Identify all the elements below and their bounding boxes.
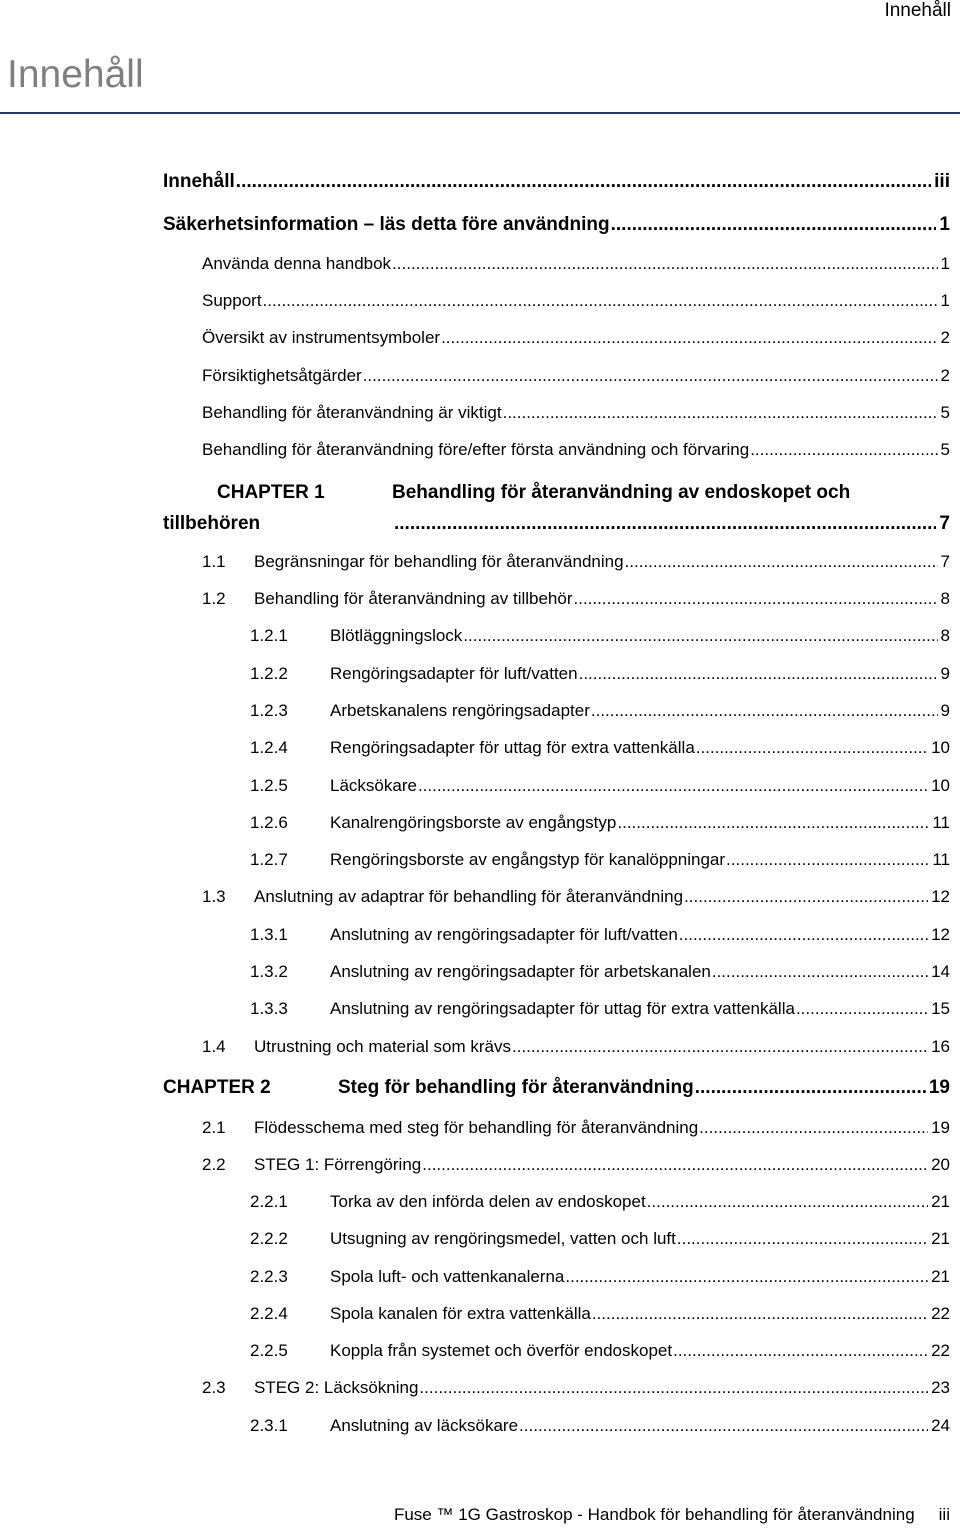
toc-entry-text: Innehåll [163,171,235,192]
toc-entry-text: Arbetskanalens rengöringsadapter [330,701,590,720]
toc-entry[interactable] [202,403,950,423]
toc-leader [611,214,937,236]
toc-entry-text: STEG 2: Läcksökning [254,1378,419,1397]
toc-leader [565,1267,928,1287]
toc-entry-number: 1.2.6 [250,813,288,832]
toc-chapter-1-continuation[interactable] [163,513,950,535]
toc-entry-number: 1.4 [202,1037,226,1056]
toc-entry[interactable] [250,1267,950,1287]
toc-entry-page: 5 [940,403,950,422]
toc-entry-page: 2 [940,328,950,347]
toc-leader [503,403,938,423]
toc-entry-page: 2 [940,366,950,385]
toc-entry[interactable] [250,1416,950,1436]
toc-entry[interactable] [202,1037,950,1057]
toc-leader [419,1378,928,1398]
toc-entry-page: 11 [932,813,950,832]
toc-entry-text: Support [202,291,262,310]
toc-entry-text: Anslutning av rengöringsadapter för luft/vatten [330,925,678,944]
header-rule [0,112,960,114]
toc-entry-text: Säkerhetsinformation – läs detta före användning [163,214,610,235]
toc-entry-number: 2.2.3 [250,1267,288,1286]
toc-entry-number: 1.1 [202,552,226,571]
toc-leader [422,1155,928,1175]
toc-entry-number: 1.2.1 [250,626,288,645]
toc-entry[interactable] [202,366,950,386]
toc-entry-text: Kanalrengöringsborste av engångstyp [330,813,617,832]
toc-entry-page: 12 [931,925,950,944]
toc-leader [263,291,938,311]
toc-leader [617,813,929,833]
toc-entry-text: Torka av den införda delen av endoskopet [330,1192,646,1211]
toc-leader [512,1037,928,1057]
toc-leader [463,626,937,646]
toc-entry[interactable] [250,1341,950,1361]
toc-entry[interactable] [202,440,950,460]
toc-chapter-title-continued: tillbehören [163,513,261,534]
toc-leader [684,887,928,907]
toc-leader [519,1416,928,1436]
toc-entry-page: 5 [940,440,950,459]
toc-entry-page: 10 [931,738,950,757]
toc-entry-page: 7 [939,513,950,534]
toc-entry-number: 1.2.2 [250,664,288,683]
toc-entry-page: 9 [940,701,950,720]
toc-leader [591,701,938,721]
toc-entry[interactable] [202,254,950,274]
toc-leader [647,1192,928,1212]
toc-entry-number: 1.2 [202,589,226,608]
toc-entry[interactable] [250,962,950,982]
toc-entry-page: 1 [939,214,950,235]
toc-chapter-title: Steg för behandling för återanvändning [338,1077,694,1098]
toc-entry-text: Behandling för återanvändning före/efter första användning och förvaring [202,440,750,459]
toc-leader [394,513,936,535]
toc-entry-number: 1.3.1 [250,925,288,944]
toc-entry[interactable] [202,291,950,311]
toc-entry-text: Använda denna handbok [202,254,392,273]
toc-entry-page: 10 [931,776,950,795]
toc-entry[interactable] [202,1155,950,1175]
toc-entry-page: 21 [931,1267,950,1286]
toc-entry-number: 2.2.1 [250,1192,288,1211]
toc-entry[interactable] [202,328,950,348]
toc-entry-number: 1.3.3 [250,999,288,1018]
toc-entry-text: Spola kanalen för extra vattenkälla [330,1304,591,1323]
toc-entry-page: 11 [932,850,950,869]
toc-entry-text: Anslutning av rengöringsadapter för uttag för extra vattenkälla [330,999,795,1018]
toc-entry-text: Rengöringsadapter för uttag för extra vattenkälla [330,738,695,757]
toc-entry[interactable] [250,1304,950,1324]
running-header: Innehåll [884,0,951,21]
toc-entry-text: Anslutning av läcksökare [330,1416,519,1435]
toc-leader [592,1304,928,1324]
toc-entry-page: 22 [931,1341,950,1360]
toc-entry-number: 1.3.2 [250,962,288,981]
toc-leader [441,328,937,348]
toc-leader [418,776,928,796]
toc-entry-innehall[interactable] [163,171,950,193]
toc-entry-page: 14 [931,962,950,981]
toc-entry-page: 19 [928,1077,950,1098]
toc-entry-page: 15 [931,999,950,1018]
toc-entry-text: Rengöringsadapter för luft/vatten [330,664,578,683]
toc-entry-number: 2.2.4 [250,1304,288,1323]
toc-leader [695,1077,926,1099]
toc-entry-text: Rengöringsborste av engångstyp för kanalöppningar [330,850,726,869]
toc-entry-text: Anslutning av adaptrar för behandling för återanvändning [254,887,684,906]
toc-entry[interactable] [250,925,950,945]
toc-entry-number: 1.3 [202,887,226,906]
toc-entry[interactable] [250,776,950,796]
toc-entry-number: 2.3 [202,1378,226,1397]
toc-entry[interactable] [250,1229,950,1249]
toc-entry-text: Försiktighetsåtgärder [202,366,362,385]
toc-entry-page: 1 [940,291,950,310]
toc-entry-text: Behandling för återanvändning är viktigt [202,403,502,422]
toc-entry-page: 20 [931,1155,950,1174]
toc-entry-sakerhetsinformation[interactable] [163,214,950,236]
toc-entry-page: 23 [931,1378,950,1397]
toc-leader [696,738,928,758]
footer-title: Fuse ™ 1G Gastroskop - Handbok för behandling för återanvändning [393,1505,915,1524]
toc-entry-page: 21 [931,1192,950,1211]
toc-chapter-2-heading[interactable] [163,1077,950,1099]
toc-leader [625,552,938,572]
toc-entry-text: Läcksökare [330,776,417,795]
toc-entry-number: 2.1 [202,1118,226,1137]
toc-chapter-title: Behandling för återanvändning av endoskopet och [392,482,851,503]
toc-entry-number: 2.3.1 [250,1416,288,1435]
toc-entry[interactable] [202,589,950,609]
toc-chapter-1-heading[interactable] [217,482,850,504]
toc-entry-page: 9 [940,664,950,683]
toc-entry-page: 21 [931,1229,950,1248]
toc-chapter-number: CHAPTER 2 [163,1077,271,1098]
toc-entry-page: 8 [940,589,950,608]
toc-leader [750,440,937,460]
toc-entry-text: Flödesschema med steg för behandling för återanvändning [254,1118,699,1137]
toc-entry[interactable] [250,626,950,646]
toc-entry-page: 19 [931,1118,950,1137]
toc-entry-text: Koppla från systemet och överför endoskopet [330,1341,673,1360]
toc-entry[interactable] [250,999,950,1019]
toc-entry-page: 7 [940,552,950,571]
toc-entry-page: 16 [931,1037,950,1056]
toc-leader [712,962,928,982]
toc-entry-text: Översikt av instrumentsymboler [202,328,441,347]
footer-page-number: iii [938,1505,950,1524]
toc-entry[interactable] [250,664,950,684]
toc-entry-number: 2.2.5 [250,1341,288,1360]
toc-entry-page: 24 [931,1416,950,1435]
toc-entry-page: 1 [940,254,950,273]
toc-entry-text: Utsugning av rengöringsmedel, vatten och luft [330,1229,676,1248]
page-footer [394,1505,950,1525]
toc-entry-text: Utrustning och material som krävs [254,1037,511,1056]
toc-entry[interactable] [250,701,950,721]
toc-entry-page: 22 [931,1304,950,1323]
toc-leader [699,1118,928,1138]
toc-chapter-number: CHAPTER 1 [217,482,325,503]
toc-entry-number: 1.2.7 [250,850,288,869]
toc-entry-page: 12 [931,887,950,906]
toc-entry[interactable] [250,1192,950,1212]
toc-entry-text: Anslutning av rengöringsadapter för arbetskanalen [330,962,711,981]
toc-entry-number: 2.2.2 [250,1229,288,1248]
toc-entry-text: Behandling för återanvändning av tillbehör [254,589,573,608]
toc-entry-page: iii [934,171,950,192]
toc-entry-text: Spola luft- och vattenkanalerna [330,1267,565,1286]
toc-leader [236,171,931,193]
toc-entry[interactable] [250,850,950,870]
toc-leader [726,850,929,870]
toc-entry-number: 1.2.4 [250,738,288,757]
toc-leader [673,1341,928,1361]
toc-entry[interactable] [250,738,950,758]
toc-leader [574,589,938,609]
toc-entry-number: 2.2 [202,1155,226,1174]
toc-leader [392,254,937,274]
toc-entry-text: Blötläggningslock [330,626,463,645]
toc-entry[interactable] [202,887,950,907]
toc-leader [796,999,928,1019]
toc-leader [579,664,938,684]
page-title: Innehåll [7,53,144,96]
toc-entry-page: 8 [940,626,950,645]
toc-entry-text: Begränsningar för behandling för återanvändning [254,552,624,571]
toc-leader [677,1229,928,1249]
toc-entry-number: 1.2.5 [250,776,288,795]
toc-entry-text: STEG 1: Förrengöring [254,1155,422,1174]
toc-entry[interactable] [250,813,950,833]
toc-leader [363,366,938,386]
toc-entry-number: 1.2.3 [250,701,288,720]
toc-entry[interactable] [202,1118,950,1138]
toc-leader [679,925,928,945]
toc-entry[interactable] [202,552,950,572]
toc-entry[interactable] [202,1378,950,1398]
